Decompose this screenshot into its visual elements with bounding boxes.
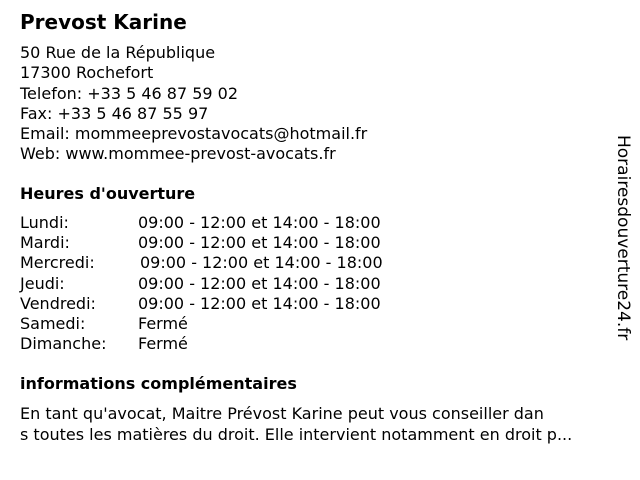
day-label: Mercredi:	[20, 253, 95, 273]
fax-number: Fax: +33 5 46 87 55 97	[20, 103, 209, 123]
address-street: 50 Rue de la République	[20, 43, 216, 62]
day-label: Dimanche:	[20, 334, 107, 354]
day-label: Samedi:	[20, 313, 86, 333]
day-label: Lundi:	[20, 213, 69, 232]
additional-info-heading: informations complémentaires	[20, 374, 297, 393]
hours-value: 09:00 - 12:00 et 14:00 - 18:00	[140, 253, 383, 273]
day-label: Vendredi:	[20, 293, 96, 313]
description-line: En tant qu'avocat, Maitre Prévost Karine peut vous conseiller dan	[20, 404, 544, 423]
site-watermark: Horairesdouverture24.fr	[613, 135, 633, 341]
opening-hours-heading: Heures d'ouverture	[20, 184, 196, 203]
website-address: Web: www.mommee-prevost-avocats.fr	[20, 144, 336, 164]
address-city: 17300 Rochefort	[20, 63, 154, 83]
business-name: Prevost Karine	[20, 10, 187, 34]
hours-value: 09:00 - 12:00 et 14:00 - 18:00	[138, 293, 381, 313]
additional-info-text	[20, 403, 626, 445]
hours-value: Fermé	[138, 313, 188, 333]
hours-value: 09:00 - 12:00 et 14:00 - 18:00	[138, 213, 381, 232]
phone-number: Telefon: +33 5 46 87 59 02	[20, 83, 239, 103]
hours-value: Fermé	[138, 334, 188, 354]
day-label: Mardi:	[20, 233, 70, 253]
contact-block	[20, 43, 367, 165]
day-label: Jeudi:	[20, 273, 65, 293]
email-address: Email: mommeeprevostavocats@hotmail.fr	[20, 124, 368, 144]
description-line: s toutes les matières du droit. Elle intervient notamment en droit p...	[20, 425, 573, 444]
hours-value: 09:00 - 12:00 et 14:00 - 18:00	[138, 273, 381, 293]
hours-value: 09:00 - 12:00 et 14:00 - 18:00	[138, 233, 381, 253]
